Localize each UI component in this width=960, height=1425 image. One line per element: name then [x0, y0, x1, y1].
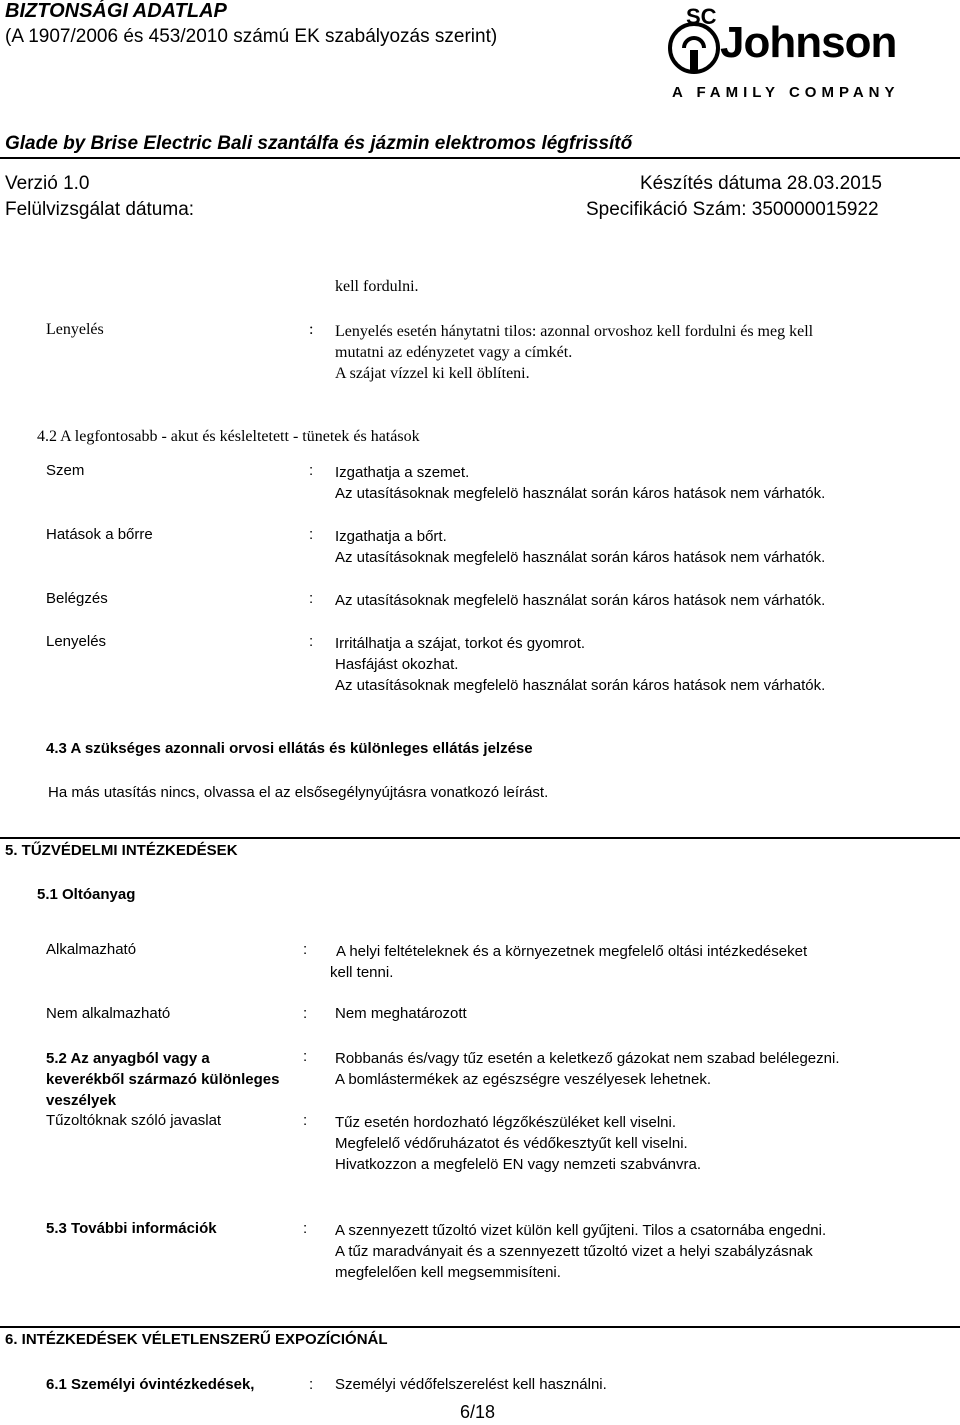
lenyeles-label: Lenyelés	[46, 321, 104, 338]
section-5-3-text: A szennyezett tűzoltó vizet külön kell gyűjteni. Tilos a csatornába engedni. A tűz maradványait és a szennyezett tűzoltó vizet a helyi szabályzásnak megfelelően kell megsemmisíteni.	[335, 1222, 827, 1281]
colon: :	[303, 1220, 308, 1237]
section-6-1-text: Személyi védőfelszerelést kell használni.	[335, 1376, 607, 1393]
lenyeles-text: Lenyelés esetén hánytatni tilos: azonnal orvoshoz kell fordulni és meg kell mutatni az edényzetet vagy a címkét. A szájat vízzel ki kell öblíteni.	[335, 323, 814, 382]
tuzolto-text: Tűz esetén hordozható légzőkészüléket kell viselni. Megfelelő védőruházatot és védőkesztyűt kell viselni. Hivatkozzon a megfelelö EN vagy nemzeti szabvánvra.	[335, 1114, 702, 1173]
document-title: BIZTONSÁGI ADATLAP	[5, 0, 227, 22]
colon: :	[303, 1112, 308, 1129]
logo-johnson-text: Johnson	[720, 18, 897, 67]
colon: :	[309, 462, 314, 479]
tuzolto-label: Tűzoltóknak szóló javaslat	[46, 1112, 222, 1129]
section-6-divider	[0, 1326, 960, 1328]
colon: :	[303, 1048, 308, 1065]
revision-date: Felülvizsgálat dátuma:	[5, 199, 195, 220]
belegzes-label: Belégzés	[46, 590, 108, 607]
hatasok-label: Hatások a bőrre	[46, 526, 153, 543]
colon: :	[309, 321, 314, 338]
belegzes-text: Az utasításoknak megfelelö használat során káros hatások nem várhatók.	[335, 592, 826, 609]
document-subtitle: (A 1907/2006 és 453/2010 számú EK szabályozás szerint)	[5, 26, 498, 47]
nem-alkalmazhato-value: Nem meghatározott	[335, 1005, 467, 1022]
version: Verzió 1.0	[5, 173, 90, 194]
colon: :	[309, 526, 314, 543]
section-6-1-heading: 6.1 Személyi óvintézkedések,	[46, 1376, 255, 1393]
section-5-heading: 5. TŰZVÉDELMI INTÉZKEDÉSEK	[5, 842, 238, 859]
section-6-heading: 6. INTÉZKEDÉSEK VÉLETLENSZERŰ EXPOZÍCIÓNÁL	[5, 1331, 388, 1348]
colon: :	[309, 1376, 314, 1393]
product-name: Glade by Brise Electric Bali szantálfa és jázmin elektromos légfrissítő	[5, 133, 633, 154]
alkalmazhato-text: A helyi feltételeknek és a környezetnek megfelelő oltási intézkedéseket kell tenni.	[330, 943, 808, 981]
continuation-text: kell fordulni.	[335, 278, 419, 295]
hatasok-text: Izgathatja a bőrt. Az utasításoknak megfelelö használat során káros hatások nem várhatók.	[335, 528, 826, 566]
logo-sc-text: SC	[686, 4, 717, 29]
colon: :	[303, 1005, 308, 1022]
colon: :	[309, 633, 314, 650]
section-4-3-heading: 4.3 A szükséges azonnali orvosi ellátás és különleges ellátás jelzése	[46, 740, 533, 757]
sc-johnson-logo	[668, 4, 900, 104]
section-4-2-heading: 4.2 A legfontosabb - akut és késleltetett - tünetek és hatások	[37, 428, 420, 445]
creation-date: Készítés dátuma 28.03.2015	[640, 173, 882, 194]
logo-tagline: A FAMILY COMPANY	[672, 84, 900, 101]
section-5-divider	[0, 837, 960, 839]
colon: :	[303, 941, 308, 958]
page-number: 6/18	[460, 1402, 496, 1422]
alkalmazhato-label: Alkalmazható	[46, 941, 137, 958]
section-4-3-text: Ha más utasítás nincs, olvassa el az elsősegélynyújtásra vonatkozó leírást.	[48, 784, 549, 801]
section-5-2-heading: 5.2 Az anyagból vagy a keverékből származó különleges veszélyek	[46, 1050, 280, 1109]
nem-alkalmazhato-label: Nem alkalmazható	[46, 1005, 171, 1022]
spec-number: Specifikáció Szám: 350000015922	[586, 199, 879, 220]
colon: :	[309, 590, 314, 607]
section-5-1-heading: 5.1 Oltóanyag	[37, 886, 136, 903]
lenyeles2-label: Lenyelés	[46, 633, 107, 650]
szem-label: Szem	[46, 462, 85, 479]
szem-text: Izgathatja a szemet. Az utasításoknak megfelelö használat során káros hatások nem várhatók.	[335, 464, 826, 502]
section-5-2-text: Robbanás és/vagy tűz esetén a keletkező gázokat nem szabad belélegezni. A bomlástermékek az egészségre veszélyesek lehetnek.	[335, 1050, 840, 1088]
lenyeles2-text: Irritálhatja a szájat, torkot és gyomrot. Hasfájást okozhat. Az utasításoknak megfelelö használat során káros hatások nem várhatók.	[335, 635, 826, 694]
header-divider	[0, 157, 960, 159]
section-5-3-heading: 5.3 További információk	[46, 1220, 217, 1237]
